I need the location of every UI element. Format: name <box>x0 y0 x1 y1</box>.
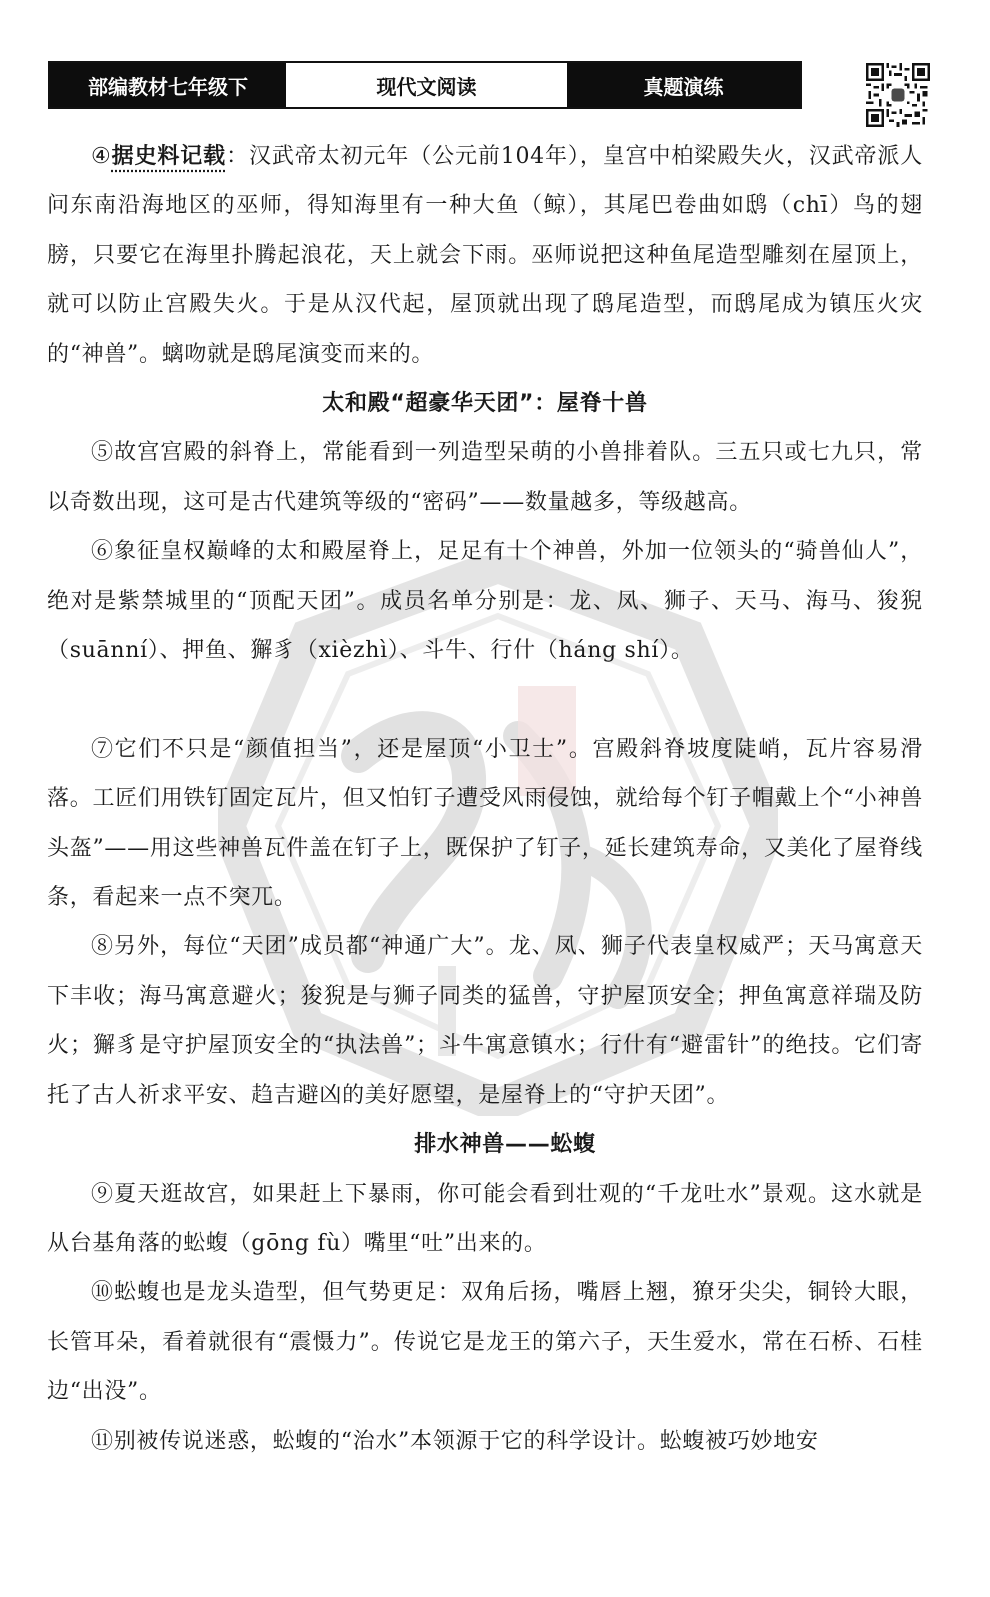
article-body <box>47 132 923 1466</box>
qr-code-icon <box>866 63 930 127</box>
paragraph-10: ⑩蚣蝮也是龙头造型，但气势更足：双角后扬，嘴唇上翘，獠牙尖尖，铜铃大眼，长管耳朵，看着就很有“震慑力”。传说它是龙王的第六子，天生爱水，常在石桥、石桂边“出没”。 <box>47 1280 923 1405</box>
paragraph-4-number: ④ <box>91 144 112 169</box>
paragraph-7: ⑦它们不只是“颜值担当”，还是屋顶“小卫士”。宫殿斜脊坡度陡峭，瓦片容易滑落。工匠们用铁钉固定瓦片，但又怕钉子遭受风雨侵蚀，就给每个钉子帽戴上个“小神兽头盔”——用这些神兽瓦件盖在钉子上，既保护了钉子，延长建筑寿命，又美化了屋脊线条，看起来一点不突兀。 <box>47 736 923 911</box>
header-grade-label: 部编教材七年级下 <box>50 63 286 107</box>
header-bar <box>48 61 802 109</box>
paragraph-11: ⑪别被传说迷惑，蚣蝮的“治水”本领源于它的科学设计。蚣蝮被巧妙地安 <box>91 1428 819 1454</box>
section-heading-roof-beasts: 太和殿“超豪华天团”：屋脊十兽 <box>322 391 648 417</box>
paragraph-4-emphasis: 据史料记载 <box>111 143 227 169</box>
section-heading-drain-beast: 排水神兽——蚣蝮 <box>414 1132 596 1158</box>
header-section-label: 现代文阅读 <box>286 63 567 107</box>
paragraph-8: ⑧另外，每位“天团”成员都“神通广大”。龙、凤、狮子代表皇权威严；天马寓意天下丰收；海马寓意避火；狻猊是与狮子同类的猛兽，守护屋顶安全；押鱼寓意祥瑞及防火；獬豸是守护屋顶安全的“执法兽”；斗牛寓意镇水；行什有“避雷针”的绝技。它们寄托了古人祈求平安、趋吉避凶的美好愿望，是屋脊上的“守护天团”。 <box>47 934 923 1108</box>
header-practice-label: 真题演练 <box>567 63 800 107</box>
paragraph-5: ⑤故宫宫殿的斜脊上，常能看到一列造型呆萌的小兽排着队。三五只或七九只，常以奇数出现，这可是古代建筑等级的“密码”——数量越多，等级越高。 <box>47 440 923 515</box>
paragraph-9: ⑨夏天逛故宫，如果赶上下暴雨，你可能会看到壮观的“千龙吐水”景观。这水就是从台基角落的蚣蝮（gōng fù）嘴里“吐”出来的。 <box>47 1181 923 1256</box>
paragraph-6: ⑥象征皇权巅峰的太和殿屋脊上，足足有十个神兽，外加一位领头的“骑兽仙人”，绝对是紫禁城里的“顶配天团”。成员名单分别是：龙、凤、狮子、天马、海马、狻猊（suānní）、押鱼、獬豸（xièzhì）、斗牛、行什（háng shí）。 <box>47 539 923 664</box>
paragraph-4-text: ：汉武帝太初元年（公元前104年），皇宫中柏梁殿失火，汉武帝派人问东南沿海地区的巫师，得知海里有一种大鱼（鲸），其尾巴卷曲如鸱（chī）鸟的翅膀，只要它在海里扑腾起浪花，天上就会下雨。巫师说把这种鱼尾造型雕刻在屋顶上，就可以防止宫殿失火。于是从汉代起，屋顶就出现了鸱尾造型，而鸱尾成为镇压火灾的“神兽”。螭吻就是鸱尾演变而来的。 <box>47 144 923 367</box>
blank-line <box>47 675 923 724</box>
paragraph-4 <box>47 132 923 379</box>
